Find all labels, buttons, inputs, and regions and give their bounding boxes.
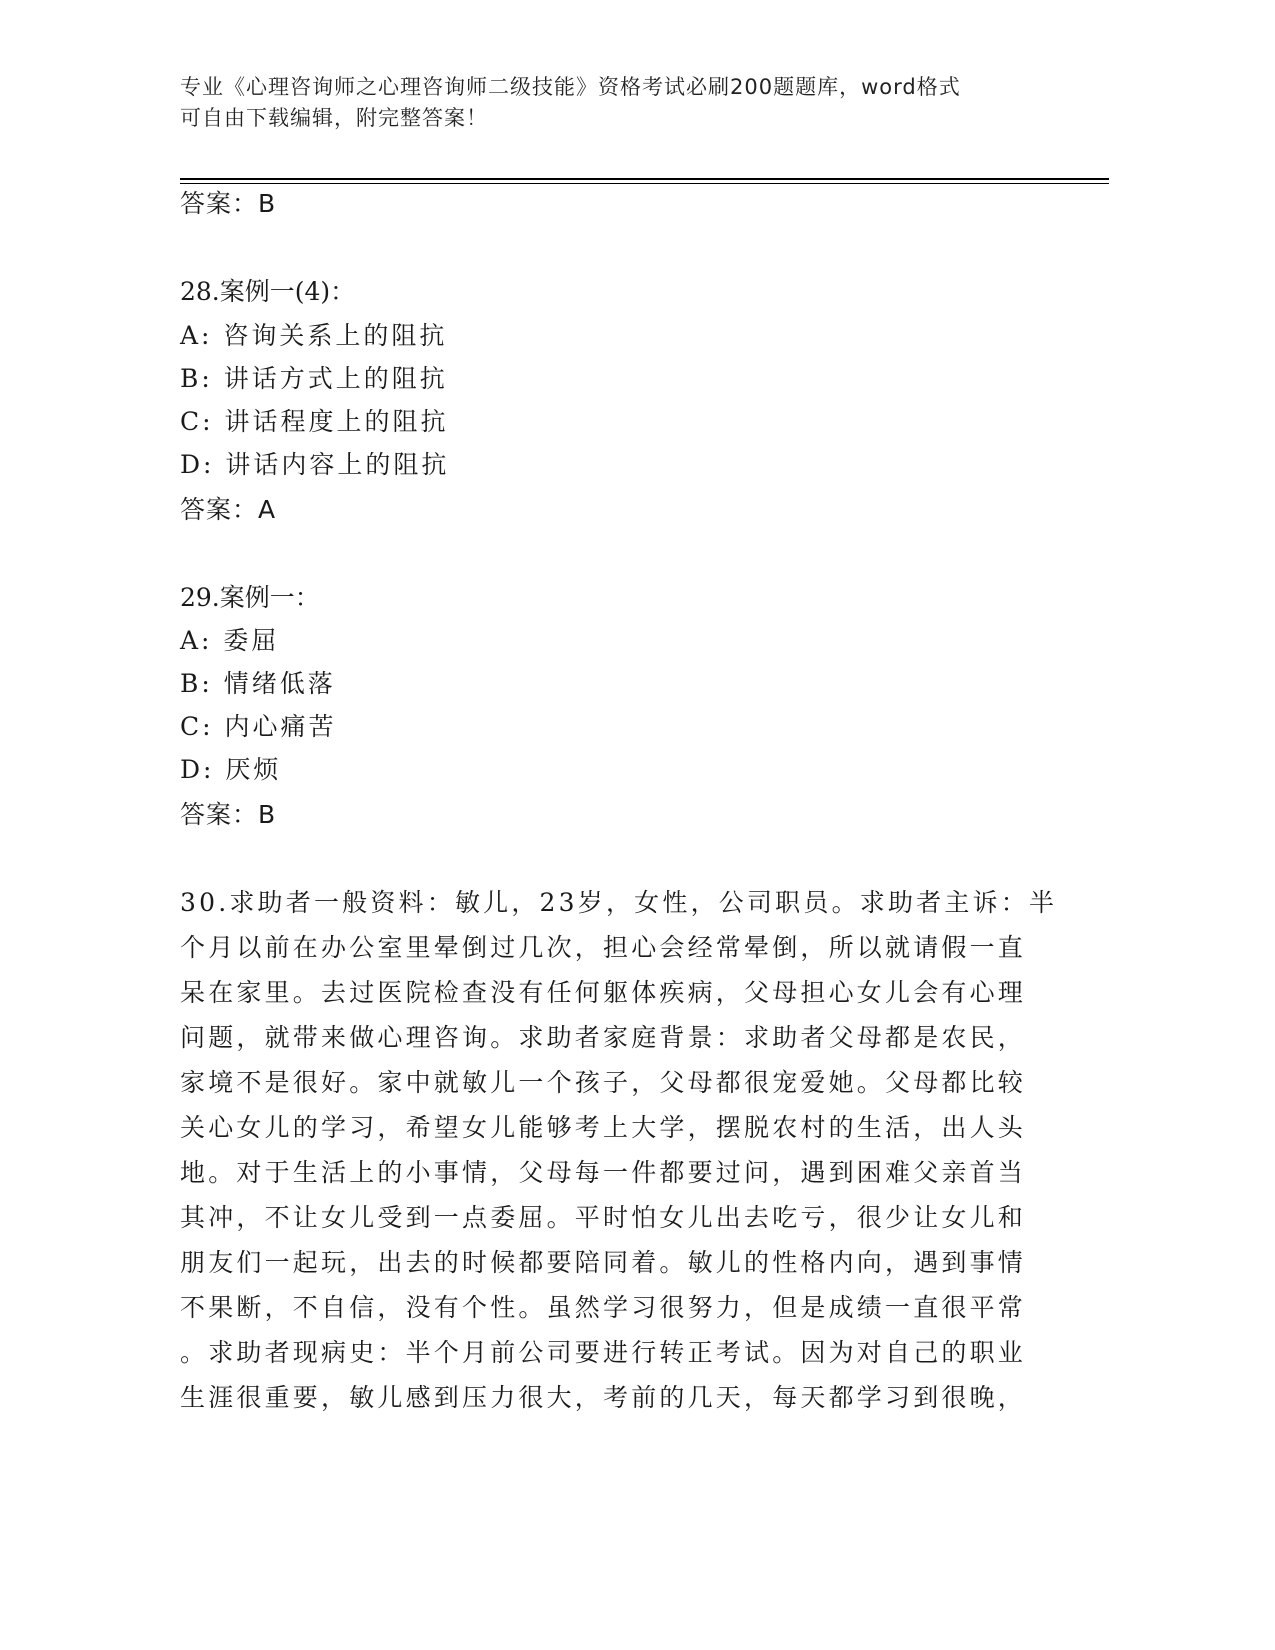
question-30-line: 不果断，不自信，没有个性。虽然学习很努力，但是成绩一直很平常 [180, 1293, 1027, 1322]
header-divider-thick [180, 178, 1109, 180]
question-30-line: 地。对于生活上的小事情，父母每一件都要过问，遇到困难父亲首当 [180, 1158, 1027, 1187]
header-divider-thin [180, 183, 1109, 184]
question-28-title: 28.案例一(4)： [180, 277, 356, 306]
header-line-2: 可自由下载编辑，附完整答案！ [180, 106, 488, 130]
question-29-option-a: A: 委屈 [180, 626, 280, 655]
question-30-line: 家境不是很好。家中就敏儿一个孩子，父母都很宠爱她。父母都比较 [180, 1068, 1027, 1097]
question-29-title: 29.案例一： [180, 583, 320, 612]
question-30-line: 个月以前在办公室里晕倒过几次，担心会经常晕倒，所以就请假一直 [180, 933, 1027, 962]
question-28-option-a: A: 咨询关系上的阻抗 [180, 321, 448, 350]
header-line-1: 专业《心理咨询师之心理咨询师二级技能》资格考试必刷200题题库，word格式 [180, 75, 961, 99]
question-30-line: 呆在家里。去过医院检查没有任何躯体疾病，父母担心女儿会有心理 [180, 978, 1027, 1007]
question-28-option-b: B: 讲话方式上的阻抗 [180, 364, 448, 393]
question-30-line: 问题，就带来做心理咨询。求助者家庭背景：求助者父母都是农民， [180, 1023, 1027, 1052]
question-28-option-d: D: 讲话内容上的阻抗 [180, 450, 450, 479]
question-30-text [180, 880, 1058, 1420]
question-29-option-b: B: 情绪低落 [180, 669, 336, 698]
answer-prev: 答案：B [180, 189, 277, 218]
question-29-option-c: C: 内心痛苦 [180, 712, 337, 741]
question-30-line: 其冲，不让女儿受到一点委屈。平时怕女儿出去吃亏，很少让女儿和 [180, 1203, 1027, 1232]
question-30-line: 朋友们一起玩，出去的时候都要陪同着。敏儿的性格内向，遇到事情 [180, 1248, 1027, 1277]
document-header [180, 72, 1060, 134]
question-28-option-c: C: 讲话程度上的阻抗 [180, 407, 449, 436]
question-30-line: 生涯很重要，敏儿感到压力很大，考前的几天，每天都学习到很晚， [180, 1383, 1027, 1412]
question-30-line: 关心女儿的学习，希望女儿能够考上大学，摆脱农村的生活，出人头 [180, 1113, 1027, 1142]
answer-28: 答案：A [180, 495, 277, 524]
question-30-line: 30.求助者一般资料：敏儿，23岁，女性，公司职员。求助者主诉：半 [180, 888, 1058, 917]
question-30-line: 。求助者现病史：半个月前公司要进行转正考试。因为对自己的职业 [180, 1338, 1027, 1367]
answer-29: 答案：B [180, 800, 277, 829]
question-29-option-d: D: 厌烦 [180, 755, 282, 784]
